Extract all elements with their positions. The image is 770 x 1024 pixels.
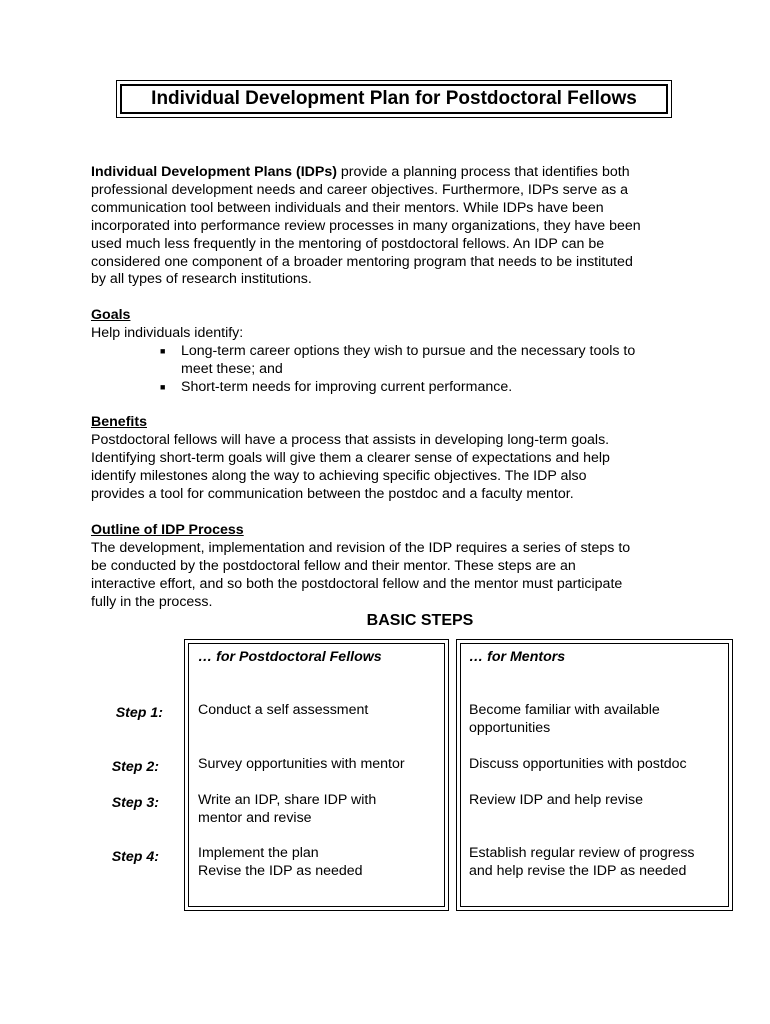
document-title: Individual Development Plan for Postdoctoral Fellows bbox=[120, 84, 668, 114]
goals-bullet-list bbox=[160, 343, 700, 397]
outline-line: interactive effort, and so both the postdoctoral fellow and the mentor must participate bbox=[91, 575, 623, 592]
benefits-line: provides a tool for communication between the postdoc and a faculty mentor. bbox=[91, 485, 574, 502]
goals-bullet bbox=[160, 343, 700, 379]
cell-line: opportunities bbox=[469, 719, 551, 736]
mentor-step-cell bbox=[469, 702, 660, 738]
outline-section bbox=[91, 522, 691, 612]
fellow-step-cell bbox=[198, 792, 376, 828]
cell-line: mentor and revise bbox=[198, 809, 312, 826]
benefits-line: identify milestones along the way to achieving specific objectives. The IDP also bbox=[91, 467, 587, 484]
cell-line: Write an IDP, share IDP with bbox=[198, 792, 377, 808]
intro-line: considered one component of a broader mentoring program that needs to be instituted bbox=[91, 253, 633, 270]
mentor-step-cell bbox=[469, 792, 643, 810]
goals-bullet bbox=[160, 379, 700, 397]
mentor-step-cell bbox=[469, 845, 695, 881]
fellows-column-header: … for Postdoctoral Fellows bbox=[198, 649, 382, 665]
fellow-step-cell bbox=[198, 845, 363, 881]
outline-heading: Outline of IDP Process bbox=[91, 522, 244, 538]
cell-line: Revise the IDP as needed bbox=[198, 862, 363, 879]
outline-line: The development, implementation and revision of the IDP requires a series of steps to bbox=[91, 539, 631, 556]
intro-line: communication tool between individuals and their mentors. While IDPs have been bbox=[91, 199, 604, 216]
cell-line: Conduct a self assessment bbox=[198, 702, 369, 718]
bullet-line: meet these; and bbox=[181, 360, 283, 377]
mentor-step-cell bbox=[469, 756, 687, 774]
goals-section bbox=[91, 307, 691, 343]
goals-lead: Help individuals identify: bbox=[91, 324, 244, 341]
benefits-line: Postdoctoral fellows will have a process that assists in developing long-term goals. bbox=[91, 431, 610, 448]
outline-line: fully in the process. bbox=[91, 593, 213, 610]
benefits-heading: Benefits bbox=[91, 414, 147, 430]
outline-line: be conducted by the postdoctoral fellow and their mentor. These steps are an bbox=[91, 557, 576, 574]
cell-line: Discuss opportunities with postdoc bbox=[469, 756, 687, 772]
intro-line: used much less frequently in the mentoring of postdoctoral fellows. An IDP can be bbox=[91, 235, 605, 252]
basic-steps-title: BASIC STEPS bbox=[366, 612, 474, 629]
goals-heading: Goals bbox=[91, 307, 131, 323]
bullet-line: Short-term needs for improving current performance. bbox=[181, 378, 513, 395]
square-bullet-icon: ■ bbox=[160, 381, 166, 392]
step-label: Step 4: bbox=[111, 849, 159, 865]
cell-line: and help revise the IDP as needed bbox=[469, 862, 687, 879]
step-label: Step 2: bbox=[111, 759, 159, 775]
cell-line: Implement the plan bbox=[198, 845, 319, 861]
mentors-column-header: … for Mentors bbox=[469, 649, 566, 665]
benefits-section bbox=[91, 414, 691, 504]
title-box bbox=[116, 80, 672, 118]
bullet-line: Long-term career options they wish to pursue and the necessary tools to bbox=[181, 343, 636, 359]
intro-line: incorporated into performance review processes in many organizations, they have been bbox=[91, 217, 641, 234]
intro-paragraph bbox=[91, 164, 691, 289]
cell-line: Review IDP and help revise bbox=[469, 792, 644, 808]
benefits-line: Identifying short-term goals will give them a clearer sense of expectations and help bbox=[91, 449, 610, 466]
square-bullet-icon: ■ bbox=[160, 346, 166, 356]
step-label: Step 1: bbox=[115, 705, 163, 721]
intro-line-text: provide a planning process that identifies both bbox=[336, 164, 630, 180]
cell-line: Establish regular review of progress bbox=[469, 845, 695, 861]
cell-line: Survey opportunities with mentor bbox=[198, 756, 405, 772]
intro-line: by all types of research institutions. bbox=[91, 271, 312, 288]
step-label: Step 3: bbox=[111, 795, 159, 811]
intro-line: professional development needs and career objectives. Furthermore, IDPs serve as a bbox=[91, 181, 629, 198]
fellow-step-cell bbox=[198, 702, 368, 720]
fellow-step-cell bbox=[198, 756, 405, 774]
intro-line bbox=[91, 164, 691, 182]
cell-line: Become familiar with available bbox=[469, 702, 660, 718]
intro-bold-lead: Individual Development Plans (IDPs) bbox=[91, 164, 337, 180]
